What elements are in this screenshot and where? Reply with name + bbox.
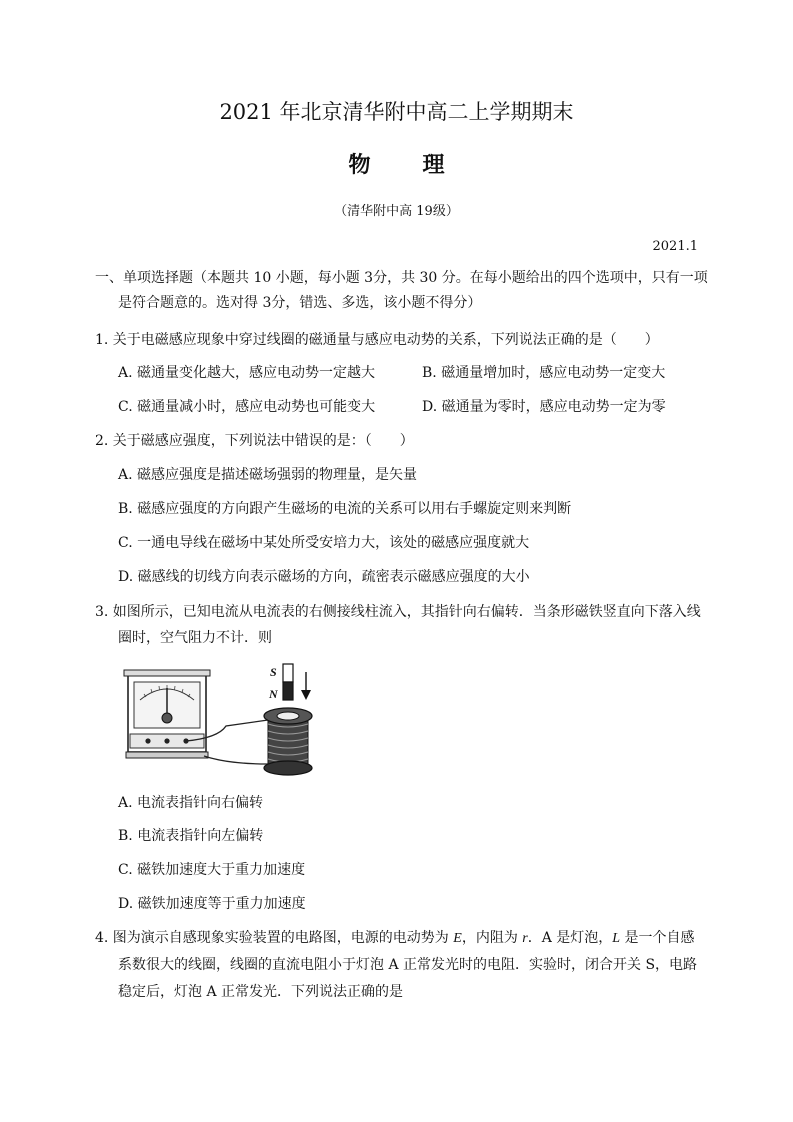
question-3-option-b: B. 电流表指针向左偏转 xyxy=(118,828,264,844)
exam-date: 2021.1 xyxy=(652,239,698,254)
magnet-pole-n: N xyxy=(269,687,278,701)
question-1-option-c: C. 磁通量减小时，感应电动势也可能变大 xyxy=(118,399,376,415)
var-e: E xyxy=(453,931,462,946)
question-3-option-d: D. 磁铁加速度等于重力加速度 xyxy=(118,896,306,912)
question-3-option-c: C. 磁铁加速度大于重力加速度 xyxy=(118,862,306,878)
down-arrow-icon xyxy=(301,672,311,700)
question-2-option-b: B. 磁感应强度的方向跟产生磁场的电流的关系可以用右手螺旋定则来判断 xyxy=(118,501,572,517)
class-note: （清华附中高 19级） xyxy=(334,204,459,219)
q4-text-part3: ．A 是灯泡， xyxy=(527,930,613,946)
galvanometer xyxy=(124,670,210,758)
question-2-option-d: D. 磁感线的切线方向表示磁场的方向，疏密表示磁感应强度的大小 xyxy=(118,569,530,585)
bar-magnet xyxy=(268,664,293,701)
section-instructions-line1: 一、单项选择题（本题共 10 小题，每小题 3分，共 30 分。在每小题给出的四个选项中，只有一项 xyxy=(95,270,708,286)
var-l: L xyxy=(612,931,621,946)
coil xyxy=(264,708,312,775)
terminal-left xyxy=(145,738,150,743)
section-instructions-line2: 是符合题意的。选对得 3分，错选、多选，该小题不得分） xyxy=(118,295,482,311)
question-1-option-b: B. 磁通量增加时，感应电动势一定变大 xyxy=(422,365,666,381)
q4-text-part2: ，内阻为 xyxy=(461,930,523,946)
question-4-stem-line3: 稳定后，灯泡 A 正常发光．下列说法正确的是 xyxy=(118,984,404,1000)
question-3-stem-line1: 3. 如图所示，已知电流从电流表的右侧接线柱流入，其指针向右偏转．当条形磁铁竖直向下落入线 xyxy=(95,604,701,620)
question-1-stem: 1. 关于电磁感应现象中穿过线圈的磁通量与感应电动势的关系，下列说法正确的是（ ） xyxy=(95,332,659,348)
question-4-stem-line2: 系数很大的线圈，线圈的直流电阻小于灯泡 A 正常发光时的电阻．实验时，闭合开关 S，电路 xyxy=(118,957,698,973)
galvanometer-coil-figure xyxy=(118,660,348,780)
question-4-stem-line1 xyxy=(95,928,695,949)
question-2-option-a: A. 磁感应强度是描述磁场强弱的物理量，是矢量 xyxy=(118,467,418,483)
exam-title: 2021 年北京清华附中高二上学期期末 xyxy=(219,100,574,124)
subject-heading: 物理 xyxy=(348,152,497,178)
magnet-pole-s: S xyxy=(270,665,277,679)
q4-text-part1: 4. 图为演示自感现象实验装置的电路图，电源的电动势为 xyxy=(95,930,454,946)
figure-svg xyxy=(118,660,348,780)
question-3-option-a: A. 电流表指针向右偏转 xyxy=(118,795,264,811)
question-1-option-d: D. 磁通量为零时，感应电动势一定为零 xyxy=(422,399,666,415)
terminal-middle xyxy=(164,738,169,743)
question-2-option-c: C. 一通电导线在磁场中某处所受安培力大，该处的磁感应强度就大 xyxy=(118,535,530,551)
question-3-stem-line2: 圈时，空气阻力不计．则 xyxy=(118,630,272,646)
q4-text-part4: 是一个自感 xyxy=(620,930,695,946)
question-1-option-a: A. 磁通量变化越大，感应电动势一定越大 xyxy=(118,365,376,381)
var-r: r xyxy=(522,931,528,946)
question-2-stem: 2. 关于磁感应强度，下列说法中错误的是：（ ） xyxy=(95,433,414,449)
wire-bottom xyxy=(204,756,268,764)
